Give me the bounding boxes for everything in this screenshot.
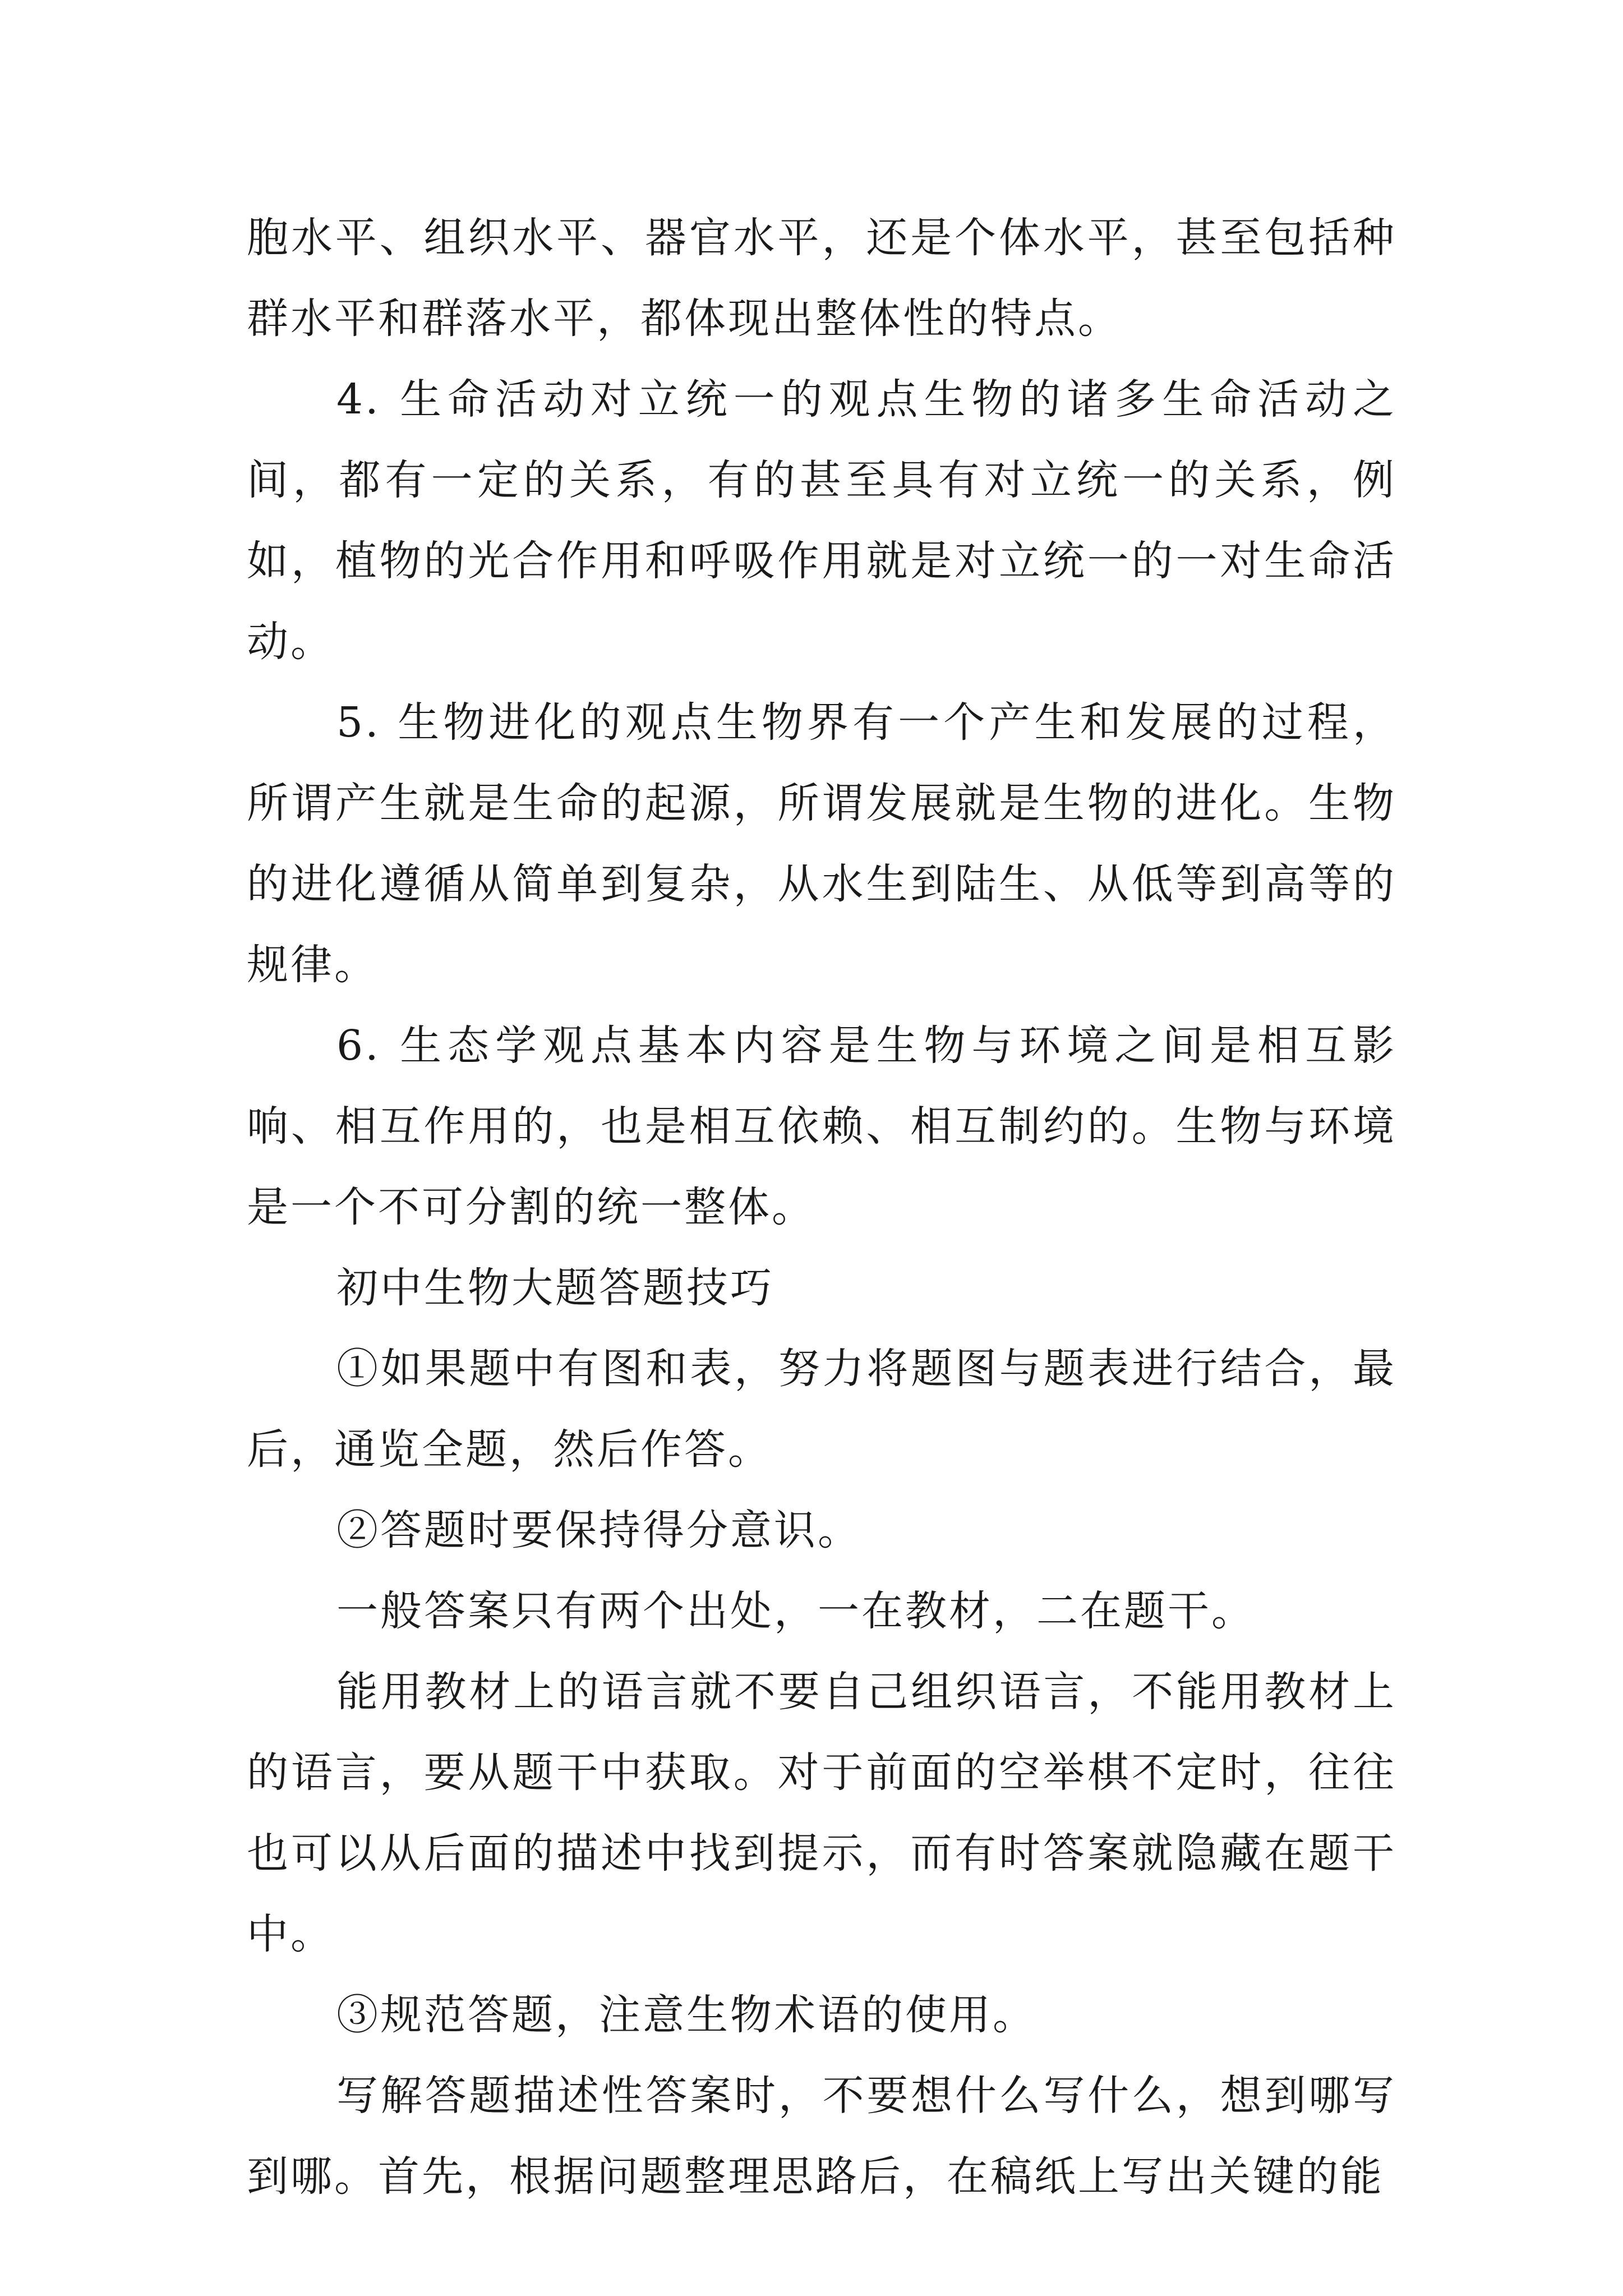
paragraph-tip-1: ①如果题中有图和表，努力将题图与题表进行结合，最后，通览全题，然后作答。 bbox=[247, 1345, 1396, 1474]
paragraph-point-4: 4. 生命活动对立统一的观点生物的诸多生命活动之间，都有一定的关系，有的甚至具有对立统一的关系，例如，植物的光合作用和呼吸作用就是对立统一的一对生命活动。 bbox=[247, 375, 1396, 666]
section-heading: 初中生物大题答题技巧 bbox=[336, 1264, 774, 1312]
paragraph-textbook-language: 能用教材上的语言就不要自己组织语言，不能用教材上的语言，要从题干中获取。对于前面的空举棋不定时，往往也可以从后面的描述中找到提示，而有时答案就隐藏在题干中。 bbox=[247, 1668, 1396, 1958]
paragraph-point-5: 5. 生物进化的观点生物界有一个产生和发展的过程，所谓产生就是生命的起源，所谓发展就是生物的进化。生物的进化遵循从简单到复杂，从水生到陆生、从低等到高等的规律。 bbox=[247, 698, 1396, 989]
paragraph-descriptive-answer: 写解答题描述性答案时，不要想什么写什么，想到哪写到哪。首先，根据问题整理思路后，在稿纸上写出关键的能 bbox=[247, 2072, 1396, 2201]
paragraph-tip-3: ③规范答题，注意生物术语的使用。 bbox=[336, 1991, 1036, 2039]
paragraph-tip-2: ②答题时要保持得分意识。 bbox=[336, 1506, 861, 1554]
document-body bbox=[247, 197, 1396, 2217]
paragraph-point-6: 6. 生态学观点基本内容是生物与环境之间是相互影响、相互作用的，也是相互依赖、相互制约的。生物与环境是一个不可分割的统一整体。 bbox=[247, 1022, 1396, 1231]
paragraph-answer-source: 一般答案只有两个出处，一在教材，二在题干。 bbox=[336, 1587, 1255, 1635]
paragraph-continuation: 胞水平、组织水平、器官水平，还是个体水平，甚至包括种群水平和群落水平，都体现出整体性的特点。 bbox=[247, 214, 1396, 343]
